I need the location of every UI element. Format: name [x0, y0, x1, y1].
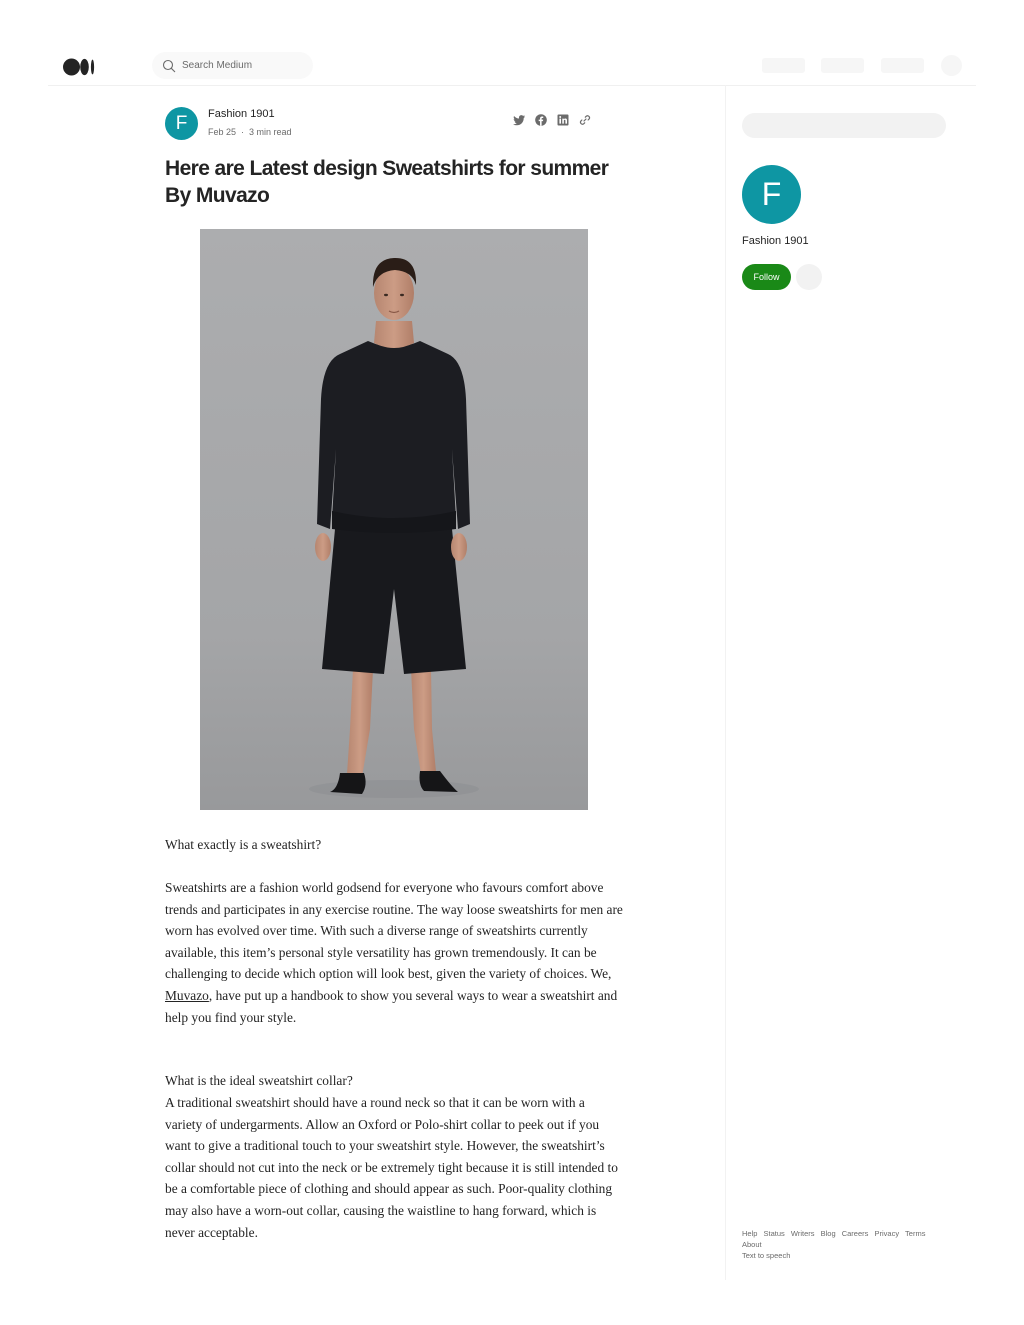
paragraph-3-heading: What is the ideal sweatshirt collar? — [165, 1073, 353, 1088]
nav-placeholder-2 — [821, 58, 864, 73]
twitter-icon[interactable] — [512, 113, 526, 127]
article-title: Here are Latest design Sweatshirts for summer By Muvazo — [165, 157, 609, 207]
read-time: 3 min read — [249, 127, 292, 137]
sidebar-author-name[interactable]: Fashion 1901 — [742, 235, 809, 247]
footer-link-text-to-speech[interactable]: Text to speech — [742, 1251, 791, 1260]
avatar-placeholder — [941, 55, 962, 76]
sidebar-author-avatar[interactable] — [742, 165, 801, 224]
author-avatar-initial: F — [175, 112, 188, 134]
paragraph-1: What exactly is a sweatshirt? — [165, 837, 322, 852]
footer-link-about[interactable]: About — [742, 1240, 762, 1249]
linkedin-icon[interactable] — [556, 113, 570, 127]
footer-link-privacy[interactable]: Privacy — [874, 1229, 900, 1238]
footer-link-blog[interactable]: Blog — [820, 1229, 836, 1238]
sidebar-placeholder-bar — [742, 113, 946, 138]
publish-date: Feb 25 — [208, 127, 237, 137]
muvazo-link[interactable]: Muvazo — [165, 987, 209, 1003]
author-name-link[interactable]: Fashion 1901 — [208, 108, 275, 120]
link-icon[interactable] — [578, 113, 592, 127]
sidebar-divider — [725, 85, 726, 1280]
footer-link-status[interactable]: Status — [763, 1229, 785, 1238]
sidebar-footer — [742, 1228, 952, 1261]
article-meta — [208, 127, 292, 137]
footer-link-writers[interactable]: Writers — [790, 1229, 815, 1238]
nav-placeholder-1 — [762, 58, 805, 73]
footer-link-careers[interactable]: Careers — [841, 1229, 869, 1238]
sidebar-avatar-initial: F — [761, 176, 782, 212]
top-nav-bar — [48, 44, 976, 86]
search-input[interactable] — [182, 55, 306, 75]
paragraph-2-text-before: Sweatshirts are a fashion world godsend for everyone who favours comfort above trends and participates in any exercise routine. The way loose sweatshirts for men are worn has evolved over time. With such a diverse range of sweatshirts currently available, this item’s personal style versatility has grown tremendously. It can be challenging to decide which option will look best, given the variety of choices. We, — [165, 880, 623, 982]
medium-logo-icon[interactable] — [63, 58, 95, 76]
facebook-icon[interactable] — [534, 113, 548, 127]
paragraph-2-text-after: , have put up a handbook to show you several ways to wear a sweatshirt and help you find your style. — [165, 987, 618, 1025]
paragraph-2 — [165, 877, 625, 1028]
follow-button[interactable]: Follow — [742, 264, 791, 290]
search-box[interactable] — [152, 52, 313, 79]
subscribe-placeholder-button[interactable] — [796, 264, 822, 290]
footer-link-help[interactable]: Help — [742, 1229, 758, 1238]
article-hero-image — [200, 229, 588, 810]
paragraph-3: A traditional sweatshirt should have a round neck so that it can be worn with a variety of undergarments. Allow an Oxford or Polo-shirt collar to peek out if you want to give a traditional touch to your sweatshirt style. However, the sweatshirt’s collar should not cut into the neck or be extremely tight because it is still intended to be a comfortable piece of clothing and should appear as such. Poor-quality clothing may also have a worn-out collar, causing the waistline to hang forward, which is never acceptable. — [165, 1095, 618, 1240]
author-avatar[interactable] — [165, 107, 198, 140]
nav-placeholder-3 — [881, 58, 924, 73]
search-icon — [162, 59, 176, 73]
footer-link-terms[interactable]: Terms — [905, 1229, 926, 1238]
meta-separator: · — [241, 127, 245, 137]
